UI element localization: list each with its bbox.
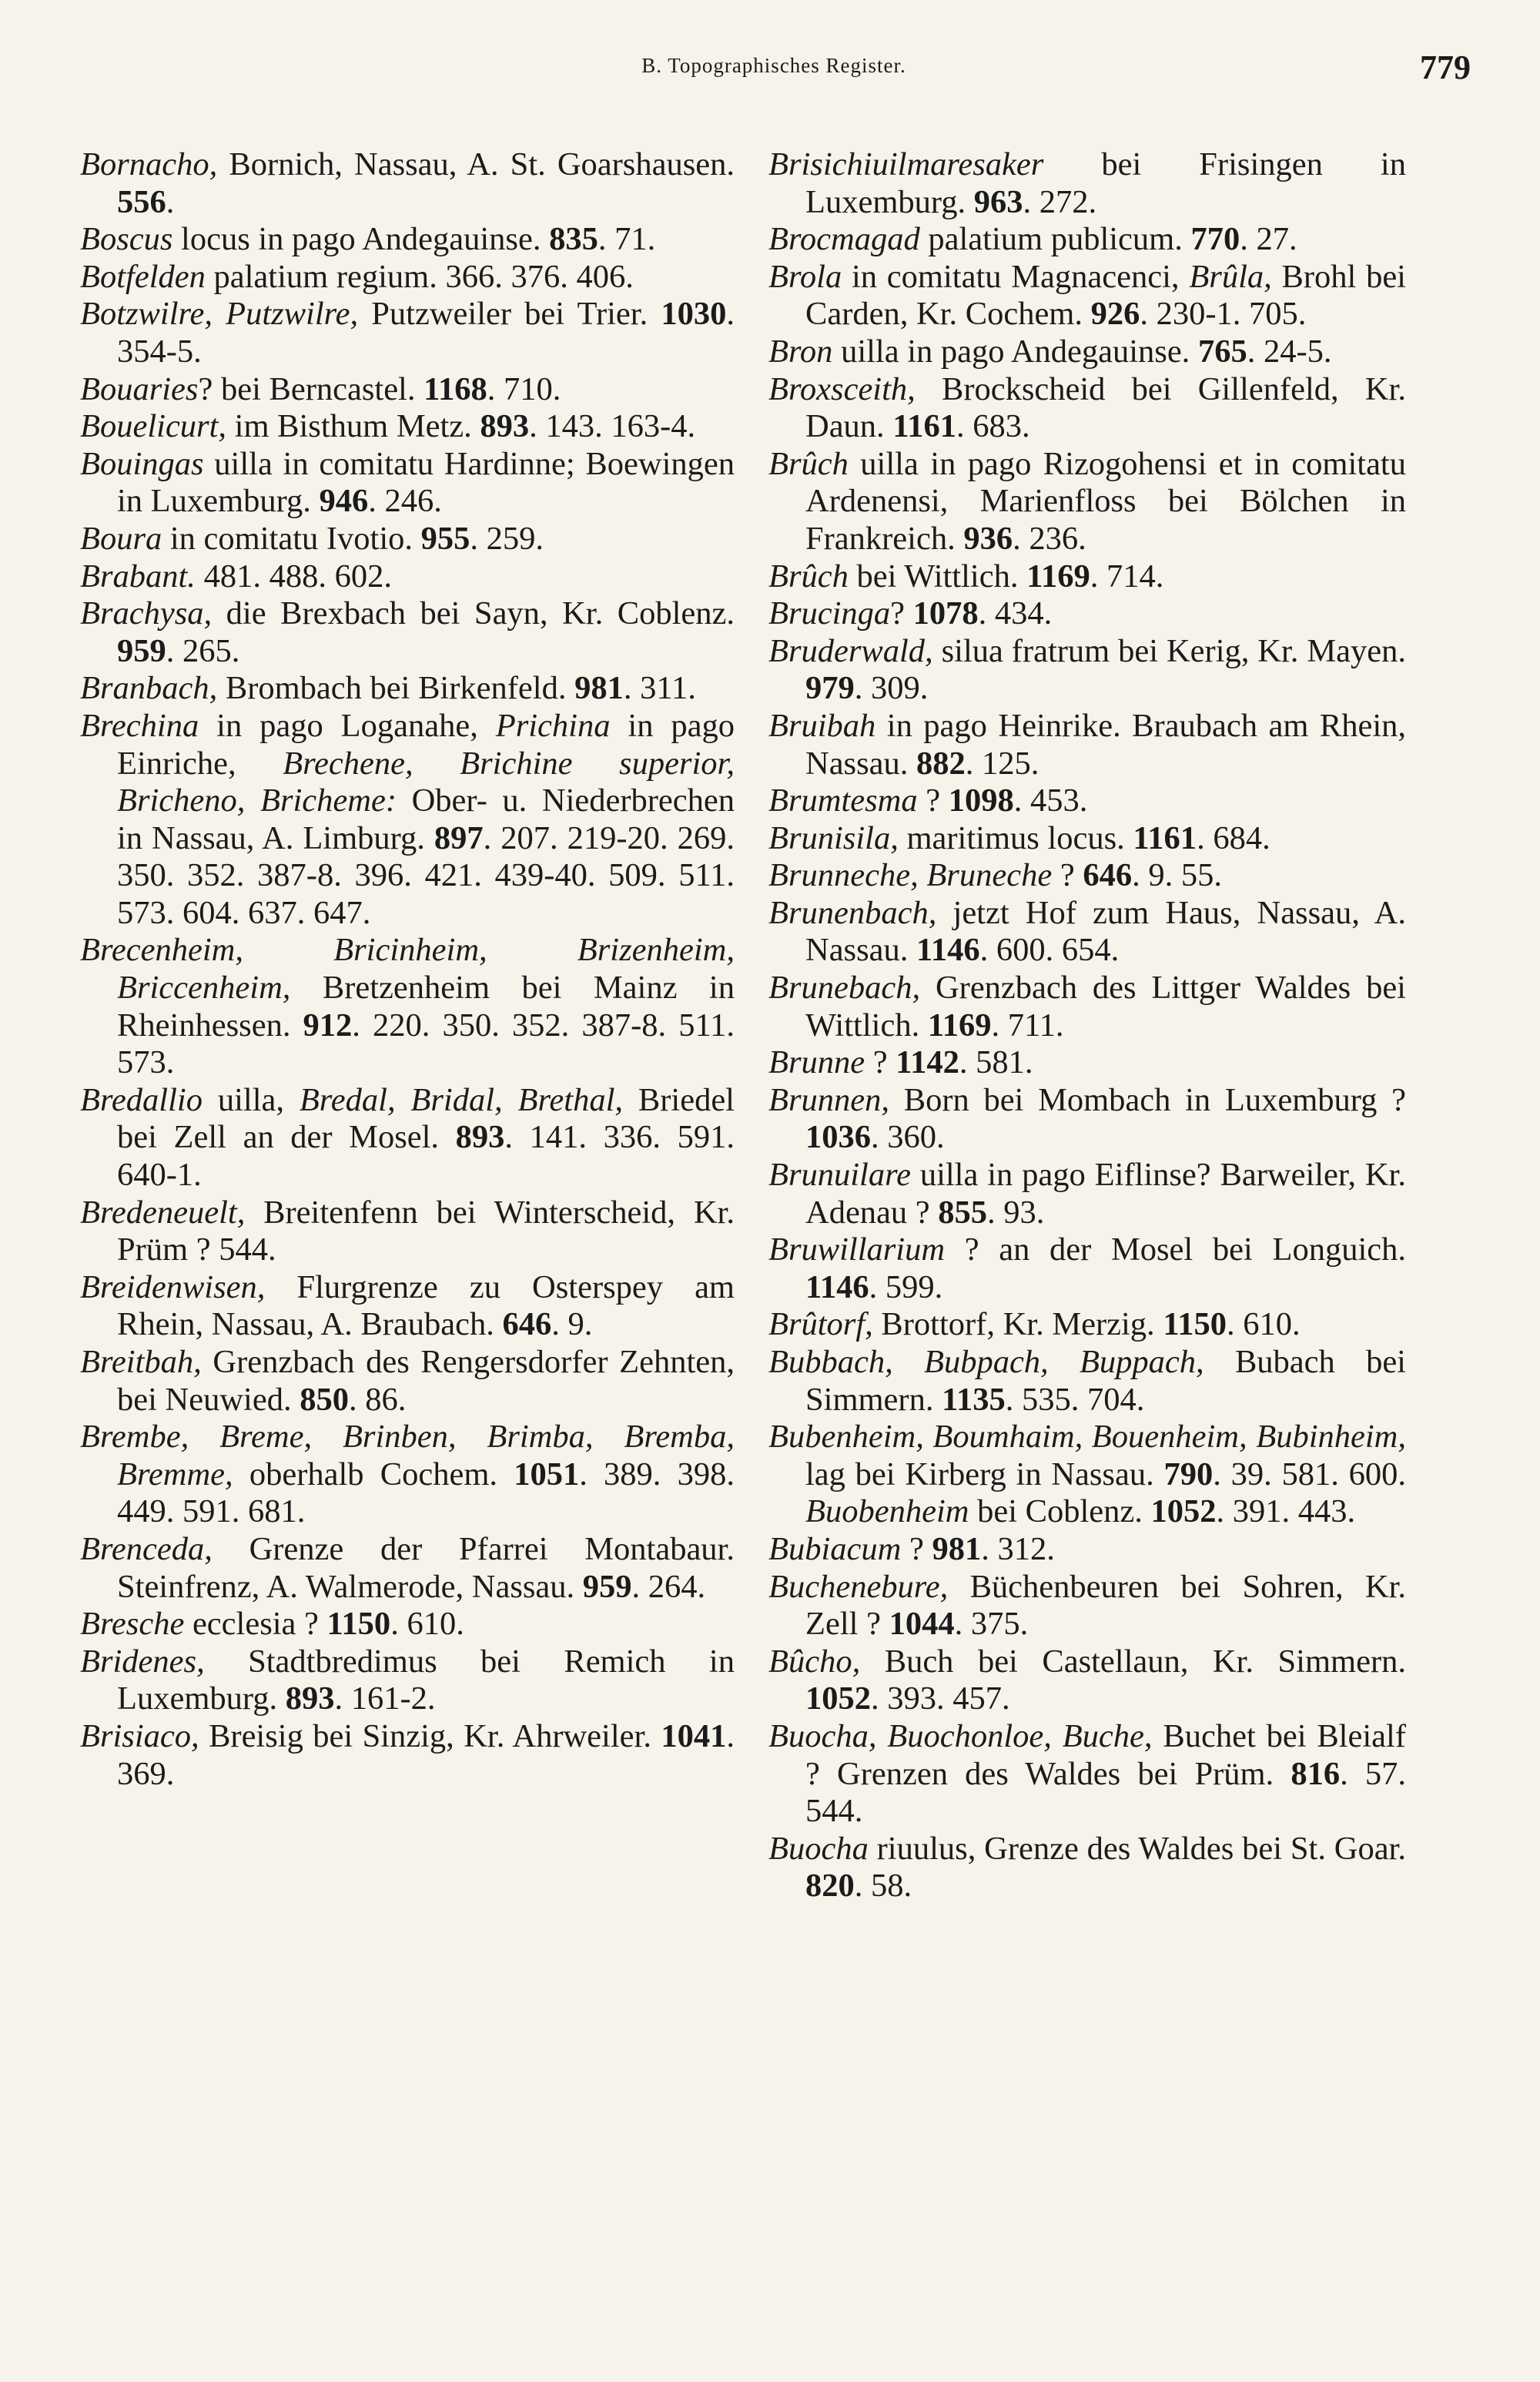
entry-text: Büchenbeuren bei Sohren, Kr. Zell ?: [805, 1568, 1406, 1643]
entry-headword: Buchenebure,: [768, 1568, 949, 1605]
entry-text: Grenzbach des Littger Waldes bei Wittlich.: [805, 970, 1406, 1044]
entry-headword: Brunneche, Bruneche: [768, 857, 1053, 894]
entry-headword: Brûch: [768, 558, 849, 595]
entry-document-number: 646: [1083, 857, 1133, 894]
register-entry: [80, 446, 735, 521]
entry-headword: Brucinga: [768, 595, 891, 632]
entry-document-number: 979: [805, 670, 855, 707]
entry-headword: Buocha: [768, 1830, 869, 1867]
entry-headword: Brechina: [80, 707, 199, 744]
entry-text: silua fratrum bei Kerig, Kr. Mayen.: [932, 632, 1406, 669]
entry-headword: Bredeneuelt,: [80, 1194, 246, 1231]
register-entry: [80, 1718, 735, 1793]
entry-text: . 360.: [871, 1119, 945, 1156]
entry-headword: Breitbah,: [80, 1344, 202, 1380]
entry-text: . 207. 219-20. 269. 350. 352. 387-8. 396. 421. 439-40. 509. 511. 573. 604. 637. 647.: [117, 819, 735, 931]
register-entry: [768, 333, 1406, 371]
register-entry: [768, 1306, 1406, 1344]
entry-text: . 599.: [869, 1268, 943, 1305]
entry-document-number: 893: [480, 408, 530, 445]
entry-document-number: 1150: [326, 1606, 391, 1643]
entry-text: . 57. 544.: [805, 1755, 1406, 1830]
entry-text: . 9. 55.: [1132, 857, 1222, 894]
register-entry: [80, 558, 735, 596]
register-entry: [80, 1419, 735, 1531]
entry-text: uilla in pago Andegauinse.: [832, 333, 1198, 370]
entry-text: . 9.: [551, 1306, 593, 1343]
register-entry: [80, 670, 735, 708]
entry-text: in pago Einriche,: [117, 707, 735, 782]
register-entry: [768, 558, 1406, 596]
entry-text: . 236.: [1013, 520, 1086, 557]
entry-text: maritimus locus.: [898, 819, 1133, 856]
entry-text: . 161-2.: [334, 1680, 436, 1717]
entry-headword: Brembe, Breme, Brinben, Brimba, Bremba, Bremme,: [80, 1419, 735, 1493]
entry-headword: Bresche: [80, 1606, 185, 1643]
register-entry: [768, 1831, 1406, 1905]
entry-headword: Bruibah: [768, 707, 876, 744]
entry-headword: Bouaries: [80, 370, 199, 407]
register-entry: [80, 1194, 735, 1269]
entry-text: ?: [1052, 857, 1083, 894]
entry-text: Buchet bei Bleialf ? Grenzen des Waldes bei Prüm.: [805, 1717, 1406, 1792]
entry-text: ?: [901, 1530, 932, 1567]
entry-variant: Brûla,: [1189, 258, 1272, 295]
entry-text: Breisig bei Sinzig, Kr. Ahrweiler.: [199, 1717, 661, 1754]
entry-headword: Boura: [80, 520, 162, 557]
entry-headword: Bruderwald,: [768, 632, 933, 669]
register-entry: [80, 408, 735, 446]
entry-document-number: 981: [574, 670, 624, 707]
register-entry: [768, 146, 1406, 221]
entry-headword: Brunenbach,: [768, 894, 937, 931]
register-entry: [768, 633, 1406, 708]
register-entry: [768, 221, 1406, 259]
entry-text: . 375.: [954, 1606, 1029, 1643]
entry-text: . 93.: [987, 1194, 1045, 1231]
entry-text: palatium regium. 366. 376. 406.: [205, 258, 634, 295]
register-entry: [768, 1082, 1406, 1157]
register-entry: [768, 895, 1406, 970]
entry-text: . 311.: [623, 670, 696, 707]
left-column: [80, 146, 735, 1793]
entry-text: . 610.: [1226, 1306, 1301, 1343]
entry-document-number: 963: [973, 183, 1023, 220]
entry-headword: Bouingas: [80, 445, 204, 482]
entry-document-number: 1161: [1133, 819, 1197, 856]
register-entry: [768, 1157, 1406, 1231]
entry-headword: Brisichiuilmaresaker: [768, 146, 1044, 183]
entry-document-number: 893: [455, 1119, 505, 1156]
running-title: B. Topographisches Register.: [641, 54, 906, 77]
entry-headword: Brûtorf,: [768, 1306, 873, 1343]
register-entry: [768, 1344, 1406, 1419]
entry-headword: Brola: [768, 258, 842, 295]
entry-document-number: 1041: [661, 1717, 727, 1754]
register-entry: [768, 1044, 1406, 1082]
entry-text: . 453.: [1013, 782, 1088, 819]
entry-document-number: 816: [1291, 1755, 1341, 1792]
entry-document-number: 893: [285, 1680, 335, 1717]
entry-document-number: 646: [502, 1306, 552, 1343]
entry-text: ? an der Mosel bei Longuich.: [945, 1231, 1406, 1268]
register-entry: [80, 521, 735, 558]
entry-document-number: 820: [805, 1868, 855, 1905]
entry-document-number: 850: [300, 1381, 349, 1418]
entry-document-number: 765: [1197, 333, 1247, 370]
entry-text: Stadtbredimus bei Remich in Luxemburg.: [117, 1643, 735, 1717]
entry-headword: Bubenheim, Boumhaim, Bouenheim, Bubinheim,: [768, 1419, 1406, 1456]
entry-text: ?: [890, 595, 913, 632]
entry-text: . 610.: [390, 1606, 464, 1643]
entry-text: . 27.: [1240, 221, 1297, 258]
entry-text: Bornich, Nassau, A. St. Goarshausen.: [217, 146, 735, 183]
entry-document-number: 882: [916, 745, 966, 782]
register-entry: [768, 970, 1406, 1044]
entry-text: .: [166, 183, 175, 220]
entry-text: Bretzenheim bei Mainz in Rheinhessen.: [117, 970, 735, 1044]
entry-text: Briedel bei Zell an der Mosel.: [117, 1081, 735, 1156]
entry-headword: Brunne: [768, 1044, 865, 1081]
register-entry: [768, 446, 1406, 558]
entry-headword: Brunuilare: [768, 1157, 911, 1194]
entry-variant: Buobenheim: [805, 1493, 969, 1530]
entry-headword: Brûch: [768, 445, 849, 482]
register-entry: [80, 1344, 735, 1419]
entry-text: uilla in pago Rizogohensi et in comitatu Ardenensi, Marienfloss bei Bölchen in Frankreich.: [805, 445, 1406, 557]
entry-document-number: 955: [420, 520, 470, 557]
register-entry: [768, 259, 1406, 333]
register-entry: [80, 1643, 735, 1718]
entry-text: Brottorf, Kr. Merzig.: [872, 1306, 1163, 1343]
entry-text: 481. 488. 602.: [195, 558, 392, 595]
entry-headword: Buocha, Buochonloe, Buche,: [768, 1717, 1153, 1754]
entry-document-number: 1052: [1150, 1493, 1217, 1530]
entry-headword: Bron: [768, 333, 833, 370]
entry-text: . 535. 704.: [1005, 1381, 1145, 1418]
entry-text: . 312.: [981, 1530, 1055, 1567]
register-entry: [80, 296, 735, 370]
entry-headword: Brumtesma: [768, 782, 918, 819]
entry-headword: Botzwilre, Putzwilre,: [80, 296, 359, 333]
entry-text: locus in pago Andegauinse.: [172, 221, 550, 258]
entry-headword: Brunnen,: [768, 1081, 889, 1118]
entry-document-number: 926: [1090, 296, 1140, 333]
entry-text: . 434.: [978, 595, 1053, 632]
entry-headword: Brenceda,: [80, 1530, 213, 1567]
entry-text: uilla in pago Eiflinse? Barweiler, Kr. Adenau ?: [805, 1157, 1406, 1231]
entry-document-number: 1030: [661, 296, 727, 333]
entry-text: oberhalb Cochem.: [233, 1456, 514, 1493]
entry-text: . 86.: [348, 1381, 407, 1418]
page-number: 779: [1420, 49, 1471, 86]
entry-text: im Bisthum Metz.: [226, 408, 480, 445]
entry-headword: Breidenwisen,: [80, 1268, 266, 1305]
entry-text: Grenze der Pfarrei Montabaur. Steinfrenz, A. Walmerode, Nassau.: [117, 1530, 735, 1605]
entry-document-number: 1146: [916, 932, 980, 969]
register-entry: [768, 371, 1406, 446]
register-entry: [80, 595, 735, 670]
entry-headword: Bridenes,: [80, 1643, 205, 1680]
entry-text: Brombach bei Birkenfeld.: [217, 670, 575, 707]
entry-document-number: 1150: [1163, 1306, 1227, 1343]
entry-text: . 125.: [965, 745, 1040, 782]
entry-document-number: 855: [938, 1194, 988, 1231]
entry-document-number: 1052: [805, 1680, 871, 1717]
entry-text: . 711.: [991, 1007, 1064, 1044]
page-header: [77, 48, 1471, 94]
entry-document-number: 1051: [514, 1456, 580, 1493]
entry-text: . 265.: [166, 632, 240, 669]
entry-headword: Broxsceith,: [768, 370, 916, 407]
entry-text: . 684.: [1197, 819, 1270, 856]
register-entry: [80, 932, 735, 1081]
entry-text: lag bei Kirberg in Nassau.: [805, 1456, 1164, 1493]
register-entry: [768, 595, 1406, 633]
entry-text: . 714.: [1090, 558, 1164, 595]
entry-text: . 58.: [854, 1868, 912, 1905]
entry-headword: Bûcho,: [768, 1643, 861, 1680]
entry-text: Brohl bei Carden, Kr. Cochem.: [805, 258, 1406, 333]
entry-headword: Bruwillarium: [768, 1231, 946, 1268]
entry-text: die Brexbach bei Sayn, Kr. Coblenz.: [212, 595, 735, 632]
entry-text: bei Wittlich.: [848, 558, 1027, 595]
entry-text: . 272.: [1023, 183, 1097, 220]
entry-text: Breitenfenn bei Winterscheid, Kr. Prüm ? 544.: [117, 1194, 735, 1268]
register-entry: [768, 820, 1406, 858]
entry-document-number: 1036: [805, 1119, 871, 1156]
entry-headword: Brunisila,: [768, 819, 899, 856]
entry-document-number: 1161: [892, 408, 956, 445]
entry-document-number: 1044: [889, 1606, 955, 1643]
entry-text: . 220. 350. 352. 387-8. 511. 573.: [117, 1007, 735, 1081]
entry-text: palatium publicum.: [919, 221, 1191, 258]
entry-text: . 259.: [470, 520, 544, 557]
entry-text: . 230-1. 705.: [1140, 296, 1307, 333]
entry-text: . 391. 443.: [1216, 1493, 1356, 1530]
entry-text: . 683.: [956, 408, 1030, 445]
entry-document-number: 912: [303, 1007, 353, 1044]
entry-headword: Bredallio: [80, 1081, 203, 1118]
register-entry: [80, 259, 735, 296]
register-entry: [80, 221, 735, 259]
register-entry: [80, 1531, 735, 1606]
entry-text: in pago Loganahe,: [199, 707, 496, 744]
entry-text: Born bei Mombach in Luxemburg ?: [889, 1081, 1406, 1118]
entry-text: . 309.: [854, 670, 929, 707]
entry-document-number: 1168: [424, 370, 487, 407]
entry-document-number: 835: [549, 221, 598, 258]
entry-text: bei Coblenz.: [969, 1493, 1151, 1530]
entry-text: ? bei Berncastel.: [198, 370, 424, 407]
entry-document-number: 1078: [912, 595, 979, 632]
register-entry: [768, 708, 1406, 782]
register-entry: [80, 371, 735, 409]
entry-headword: Boscus: [80, 221, 173, 258]
entry-text: uilla in comitatu Hardinne; Boewingen in Luxemburg.: [117, 445, 735, 520]
register-entry: [80, 146, 735, 221]
entry-text: . 264.: [631, 1568, 706, 1605]
entry-document-number: 770: [1190, 221, 1240, 258]
entry-text: Putzweiler bei Trier.: [358, 296, 661, 333]
register-entry: [80, 708, 735, 933]
entry-headword: Bornacho,: [80, 146, 218, 183]
entry-text: . 246.: [368, 483, 442, 520]
entry-text: bei Frisingen in Luxemburg.: [805, 146, 1406, 220]
entry-document-number: 1169: [1026, 558, 1090, 595]
entry-text: Grenzbach des Rengersdorfer Zehnten, bei Neuwied.: [117, 1344, 735, 1418]
entry-text: . 24-5.: [1247, 333, 1332, 370]
entry-text: ?: [917, 782, 949, 819]
register-entry: [768, 857, 1406, 895]
entry-variant: Prichina: [495, 707, 611, 744]
entry-text: Flurgrenze zu Osterspey am Rhein, Nassau, A. Braubach.: [117, 1268, 735, 1343]
entry-text: Brockscheid bei Gillenfeld, Kr. Daun.: [805, 370, 1406, 445]
entry-document-number: 936: [963, 520, 1013, 557]
entry-text: . 143. 163-4.: [529, 408, 696, 445]
entry-text: . 369.: [117, 1717, 735, 1792]
entry-headword: Brachysa,: [80, 595, 213, 632]
entry-headword: Brabant.: [80, 558, 196, 595]
entry-headword: Bubbach, Bubpach, Buppach,: [768, 1344, 1204, 1380]
entry-document-number: 959: [582, 1568, 632, 1605]
entry-document-number: 556: [117, 183, 166, 220]
entry-document-number: 1169: [927, 1007, 992, 1044]
register-entry: [768, 782, 1406, 820]
entry-text: in comitatu Ivotio.: [162, 520, 421, 557]
entry-headword: Brunebach,: [768, 970, 921, 1007]
register-entry: [80, 1606, 735, 1643]
entry-text: jetzt Hof zum Haus, Nassau, A. Nassau.: [805, 894, 1406, 969]
entry-text: Ober- u. Niederbrechen in Nassau, A. Limburg.: [117, 782, 735, 856]
entry-text: . 71.: [598, 221, 656, 258]
entry-text: riuulus, Grenze des Waldes bei St. Goar.: [868, 1830, 1406, 1867]
entry-document-number: 790: [1163, 1456, 1214, 1493]
entry-document-number: 981: [932, 1530, 982, 1567]
register-entry: [80, 1269, 735, 1344]
entry-text: . 354-5.: [117, 296, 735, 370]
entry-headword: Botfelden: [80, 258, 206, 295]
entry-variant: Brechene, Brichine superior, Bricheno, Bricheme:: [117, 745, 735, 819]
entry-headword: Branbach,: [80, 670, 218, 707]
entry-headword: Brocmagad: [768, 221, 920, 258]
entry-text: uilla,: [202, 1081, 300, 1118]
register-entry: [768, 1643, 1406, 1718]
entry-text: . 389. 398. 449. 591. 681.: [117, 1456, 735, 1530]
register-entry: [768, 1718, 1406, 1831]
entry-text: in pago Heinrike. Braubach am Rhein, Nassau.: [805, 707, 1406, 782]
entry-headword: Bubiacum: [768, 1530, 902, 1567]
right-column: [768, 146, 1406, 1905]
entry-variant: Bredal, Bridal, Brethal,: [299, 1081, 624, 1118]
entry-document-number: 946: [319, 483, 369, 520]
entry-text: in comitatu Magnacenci,: [842, 258, 1190, 295]
register-entry: [768, 1419, 1406, 1531]
entry-text: . 141. 336. 591. 640-1.: [117, 1119, 735, 1194]
entry-headword: Brisiaco,: [80, 1717, 199, 1754]
register-entry: [80, 1082, 735, 1194]
entry-document-number: 897: [434, 819, 484, 856]
entry-headword: Bouelicurt,: [80, 408, 227, 445]
entry-document-number: 1146: [805, 1268, 869, 1305]
entry-text: ecclesia ?: [184, 1606, 327, 1643]
entry-text: . 600. 654.: [979, 932, 1120, 969]
entry-text: . 581.: [959, 1044, 1033, 1081]
register-entry: [768, 1569, 1406, 1643]
entry-text: Bubach bei Simmern.: [805, 1344, 1406, 1418]
entry-text: Buch bei Castellaun, Kr. Simmern.: [860, 1643, 1406, 1680]
register-entry: [768, 1531, 1406, 1569]
entry-document-number: 1098: [948, 782, 1014, 819]
entry-text: . 39. 581. 600.: [1213, 1456, 1406, 1493]
entry-document-number: 1135: [942, 1381, 1006, 1418]
entry-headword: Brecenheim, Bricinheim, Brizenheim, Briccenheim,: [80, 932, 735, 1007]
entry-text: . 393. 457.: [871, 1680, 1010, 1717]
entry-text: ?: [865, 1044, 896, 1081]
entry-document-number: 959: [117, 632, 166, 669]
entry-document-number: 1142: [896, 1044, 959, 1081]
register-entry: [768, 1231, 1406, 1306]
entry-text: . 710.: [487, 370, 561, 407]
